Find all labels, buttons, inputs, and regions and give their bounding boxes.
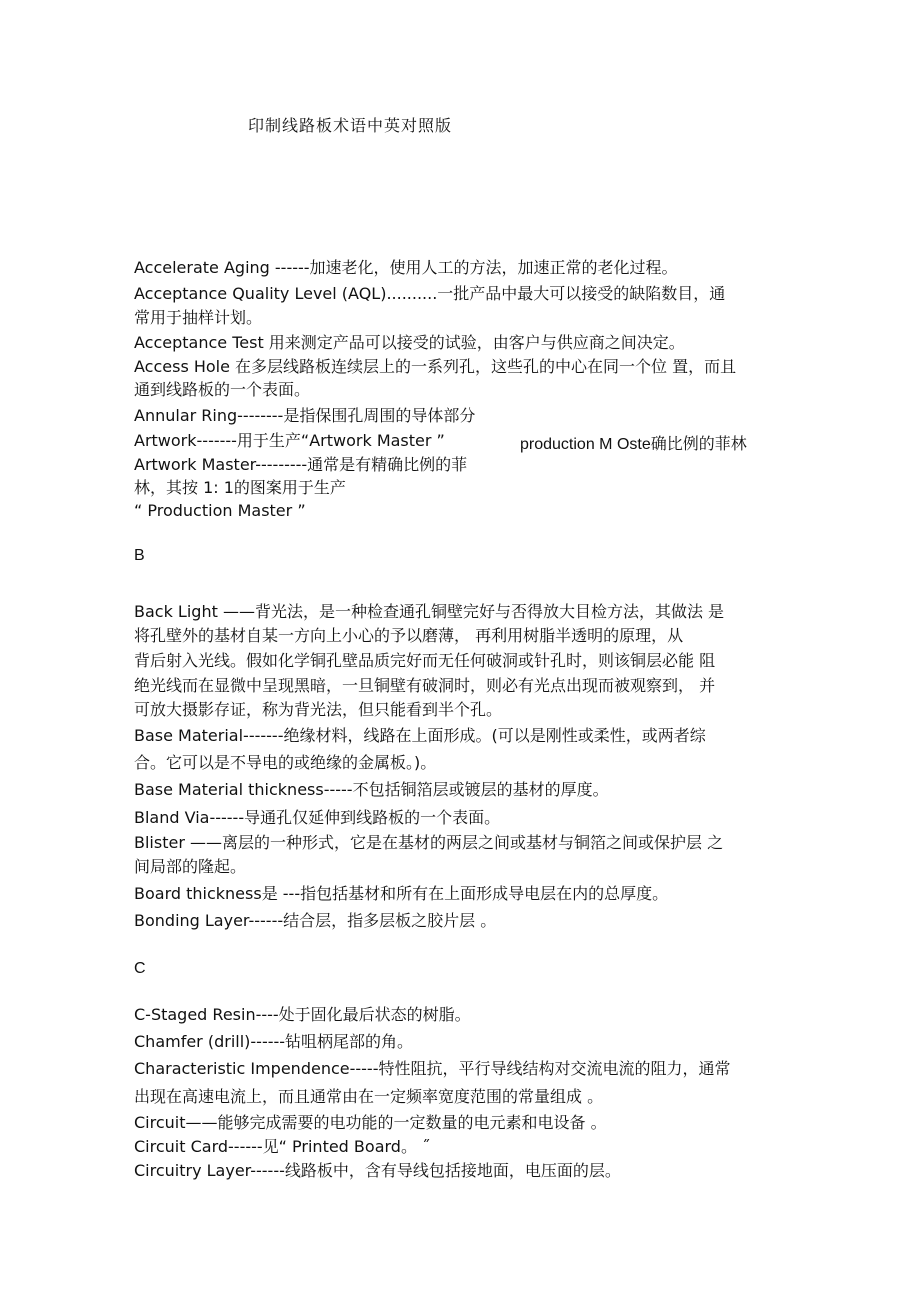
- term-line: Acceptance Quality Level (AQL)..........一批产品中最大可以接受的缺陷数目，通: [134, 284, 726, 303]
- term-line: Base Material thickness-----不包括铜箔层或镀层的基材的厚度。: [134, 780, 609, 799]
- term-line: Access Hole 在多层线路板连续层上的一系列孔，这些孔的中心在同一个位 置，而且: [134, 357, 737, 376]
- term-line: Acceptance Test 用来测定产品可以接受的试验，由客户与供应商之间决定。: [134, 333, 685, 352]
- term-line: 绝光线而在显微中呈现黑暗，一旦铜壁有破洞时，则必有光点出现而被观察到， 并: [134, 676, 716, 695]
- term-line: 可放大摄影存证，称为背光法，但只能看到半个孔。: [134, 700, 503, 719]
- term-line: Artwork-------用于生产“Artwork Master ”: [134, 431, 445, 450]
- term-line: 林，其按 1: 1的图案用于生产: [134, 478, 346, 497]
- term-line: 常用于抽样计划。: [134, 308, 263, 327]
- term-line: C-Staged Resin----处于固化最后状态的树脂。: [134, 1005, 471, 1024]
- term-line: Bonding Layer------结合层，指多层板之胶片层 。: [134, 911, 497, 930]
- term-line: Base Material-------绝缘材料，线路在上面形成。(可以是刚性或柔性，或两者综: [134, 726, 706, 745]
- term-line: Bland Via------导通孔仅延伸到线路板的一个表面。: [134, 808, 501, 827]
- term-line: Accelerate Aging ------加速老化，使用人工的方法，加速正常的老化过程。: [134, 258, 678, 277]
- term-line: Characteristic Impendence-----特性阻抗，平行导线结构对交流电流的阻力，通常: [134, 1059, 731, 1078]
- term-line: Circuitry Layer------线路板中，含有导线包括接地面，电压面的层。: [134, 1161, 621, 1180]
- term-line: Annular Ring--------是指保围孔周围的导体部分: [134, 406, 476, 425]
- term-line: 出现在高速电流上，而且通常由在一定频率宽度范围的常量组成 。: [134, 1087, 604, 1106]
- section-letter-b: B: [134, 547, 145, 564]
- term-line: 将孔壁外的基材自某一方向上小心的予以磨薄， 再利用树脂半透明的原理，从: [134, 626, 684, 645]
- term-line: 背后射入光线。假如化学铜孔壁品质完好而无任何破洞或针孔时，则该铜层必能 阻: [134, 651, 716, 670]
- term-line: Chamfer (drill)------钻咀柄尾部的角。: [134, 1032, 414, 1051]
- term-line: 合。它可以是不导电的或绝缘的金属板。)。: [134, 753, 437, 772]
- term-line: 间局部的隆起。: [134, 857, 247, 876]
- document-title: 印制线路板术语中英对照版: [248, 116, 453, 135]
- term-line: Back Light ——背光法，是一种检查通孔铜壁完好与否得放大目检方法，其做法 是: [134, 602, 725, 621]
- term-line: Circuit——能够完成需要的电功能的一定数量的电元素和电设备 。: [134, 1113, 607, 1132]
- term-line: Artwork Master---------通常是有精确比例的菲: [134, 455, 468, 474]
- term-line: Blister ——离层的一种形式，它是在基材的两层之间或基材与铜箔之间或保护层 之: [134, 833, 724, 852]
- term-line: Board thickness是 ---指包括基材和所有在上面形成导电层在内的总厚度。: [134, 884, 669, 903]
- term-line: “ Production Master ”: [134, 501, 306, 520]
- term-line: 通到线路板的一个表面。: [134, 380, 311, 399]
- term-line: Circuit Card------见“ Printed Board。 ˝: [134, 1137, 431, 1156]
- section-letter-c: C: [134, 960, 146, 977]
- side-text: production M Oste确比例的菲林: [520, 436, 747, 453]
